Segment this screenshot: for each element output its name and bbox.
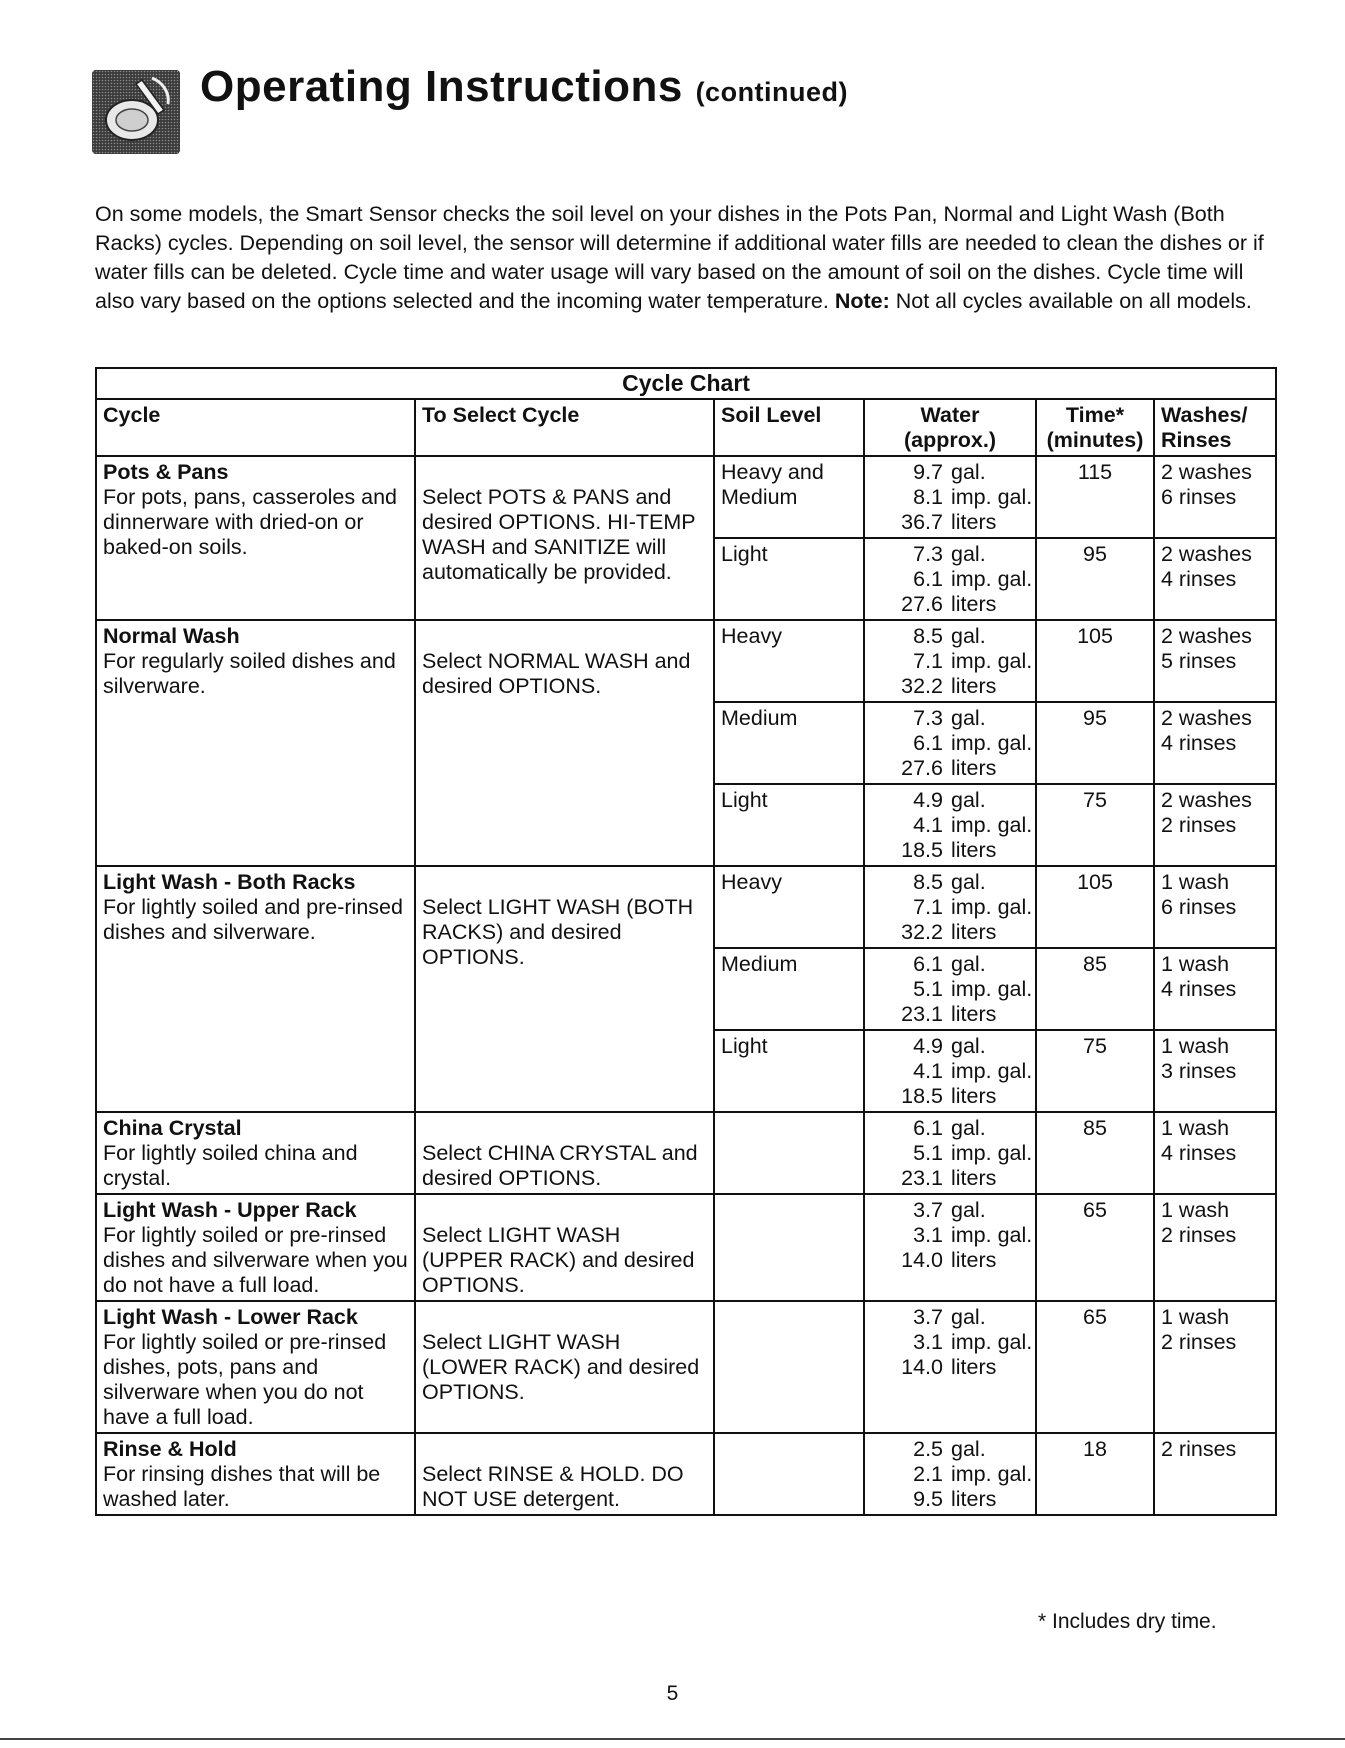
water-imp-value: 3.1 (913, 1223, 943, 1247)
water-gal-line (895, 460, 1029, 485)
cycle-cell (96, 866, 415, 1112)
washes-rinses (1154, 784, 1276, 866)
cycle-time: 65 (1036, 1301, 1154, 1433)
water-liters-value: 9.5 (913, 1487, 943, 1511)
water-imp-unit: imp. gal. (951, 1462, 1033, 1486)
water-liters-line (895, 756, 1029, 781)
table-row (96, 1301, 1276, 1433)
water-liters-line (895, 1487, 1029, 1512)
water-liters-line (895, 1084, 1029, 1109)
water-imp-line (895, 731, 1033, 756)
cycle-description: For rinsing dishes that will be washed later. (103, 1462, 381, 1511)
rinses-count: 4 rinses (1161, 731, 1237, 755)
note-text: Not all cycles available on all models. (895, 289, 1252, 313)
soil-level: Medium (714, 948, 864, 1030)
page-number: 5 (666, 1682, 679, 1705)
header-water-line2: (approx.) (904, 428, 996, 452)
select-instructions: Select LIGHT WASH (BOTH RACKS) and desired OPTIONS. (415, 866, 714, 1112)
cycle-name: Pots & Pans (103, 460, 229, 484)
rinses-count: 4 rinses (1161, 977, 1237, 1001)
washes-rinses (1154, 1194, 1276, 1301)
water-liters-value: 27.6 (901, 756, 943, 780)
rinses-count: 3 rinses (1161, 1059, 1237, 1083)
header-time-line2: (minutes) (1046, 428, 1144, 452)
cycle-time: 95 (1036, 702, 1154, 784)
washes-count: 1 wash (1161, 1305, 1230, 1329)
water-gal-unit: gal. (951, 788, 986, 812)
water-imp-unit: imp. gal. (951, 977, 1033, 1001)
water-liters-value: 14.0 (901, 1248, 943, 1272)
washes-rinses (1154, 866, 1276, 948)
soil-level: Light (714, 538, 864, 620)
water-gal-line (895, 706, 1029, 731)
soil-level (714, 1433, 864, 1515)
intro-text: On some models, the Smart Sensor checks the soil level on your dishes in the Pots Pan, Normal and Light Wash (Both Racks) cycles. Depending on soil level, the sensor will determine if additional water fills are needed to clean the dishes or if water fills can be deleted. Cycle time and water usage will vary based on the amount of soil on the dishes. Cycle time will also vary based on the options selected and the incoming water temperature. (95, 202, 1264, 313)
water-gal-unit: gal. (951, 706, 986, 730)
cycle-description: For lightly soiled or pre-rinsed dishes and silverware when you do not have a full load. (103, 1223, 408, 1297)
water-usage (864, 1030, 1036, 1112)
cycle-description: For pots, pans, casseroles and dinnerware with dried-on or baked-on soils. (103, 485, 397, 559)
rinses-count: 6 rinses (1161, 485, 1237, 509)
water-imp-line (895, 813, 1033, 838)
washes-rinses (1154, 1301, 1276, 1433)
water-liters-value: 18.5 (901, 1084, 943, 1108)
water-liters-line (895, 838, 1029, 863)
table-caption: Cycle Chart (96, 368, 1276, 399)
cycle-description: For regularly soiled dishes and silverware. (103, 649, 396, 698)
water-usage (864, 1433, 1036, 1515)
cycle-description: For lightly soiled and pre-rinsed dishes and silverware. (103, 895, 403, 944)
rinses-count: 2 rinses (1161, 1330, 1237, 1354)
page-title (200, 62, 848, 112)
water-gal-line (895, 542, 1029, 567)
select-instructions: Select POTS & PANS and desired OPTIONS. HI-TEMP WASH and SANITIZE will automatically be provided. (415, 456, 714, 620)
title-main: Operating Instructions (200, 62, 683, 111)
cycle-cell (96, 456, 415, 620)
soil-level: Heavy (714, 620, 864, 702)
cycle-time: 75 (1036, 1030, 1154, 1112)
water-gal-line (895, 1034, 1029, 1059)
soil-level: Heavy (714, 866, 864, 948)
water-usage (864, 1112, 1036, 1194)
water-imp-value: 6.1 (913, 567, 943, 591)
water-imp-unit: imp. gal. (951, 1059, 1033, 1083)
water-liters-value: 32.2 (901, 674, 943, 698)
water-gal-value: 8.5 (913, 870, 943, 894)
washes-rinses (1154, 948, 1276, 1030)
rinses-count: 4 rinses (1161, 1141, 1237, 1165)
water-imp-line (895, 1059, 1033, 1084)
cycle-name: Light Wash - Both Racks (103, 870, 356, 894)
water-liters-unit: liters (951, 756, 997, 780)
header-time (1036, 399, 1154, 456)
water-liters-line (895, 1355, 1029, 1380)
note-label: Note: (834, 289, 890, 313)
rinses-count: 2 rinses (1161, 1437, 1237, 1461)
water-liters-value: 36.7 (901, 510, 943, 534)
water-liters-unit: liters (951, 592, 997, 616)
water-imp-value: 8.1 (913, 485, 943, 509)
washes-count: 2 washes (1161, 460, 1252, 484)
water-liters-line (895, 674, 1029, 699)
washes-count: 1 wash (1161, 1034, 1230, 1058)
water-usage (864, 948, 1036, 1030)
water-gal-unit: gal. (951, 542, 986, 566)
water-gal-value: 7.3 (913, 706, 943, 730)
water-gal-line (895, 1437, 1029, 1462)
rinses-count: 5 rinses (1161, 649, 1237, 673)
water-gal-value: 7.3 (913, 542, 943, 566)
water-liters-value: 23.1 (901, 1002, 943, 1026)
water-gal-value: 6.1 (913, 952, 943, 976)
water-gal-value: 3.7 (913, 1305, 943, 1329)
water-gal-line (895, 1198, 1029, 1223)
water-gal-value: 8.5 (913, 624, 943, 648)
washes-count: 2 washes (1161, 542, 1252, 566)
bottom-rule (0, 1738, 1345, 1740)
washes-rinses (1154, 538, 1276, 620)
water-imp-value: 3.1 (913, 1330, 943, 1354)
table-row (96, 1194, 1276, 1301)
water-liters-value: 27.6 (901, 592, 943, 616)
water-gal-value: 6.1 (913, 1116, 943, 1140)
cycle-chart-table (95, 367, 1277, 1516)
header-water (864, 399, 1036, 456)
water-imp-unit: imp. gal. (951, 731, 1033, 755)
water-imp-unit: imp. gal. (951, 649, 1033, 673)
header-select: To Select Cycle (415, 399, 714, 456)
water-usage (864, 866, 1036, 948)
header-washes (1154, 399, 1276, 456)
intro-paragraph (95, 200, 1280, 316)
water-usage (864, 456, 1036, 538)
washes-rinses (1154, 456, 1276, 538)
header-soil: Soil Level (714, 399, 864, 456)
washes-count: 1 wash (1161, 870, 1230, 894)
water-liters-value: 23.1 (901, 1166, 943, 1190)
cycle-time: 95 (1036, 538, 1154, 620)
washes-count: 2 washes (1161, 624, 1252, 648)
water-gal-value: 4.9 (913, 788, 943, 812)
water-usage (864, 784, 1036, 866)
caption-row (96, 368, 1276, 399)
rinses-count: 4 rinses (1161, 567, 1237, 591)
water-imp-unit: imp. gal. (951, 567, 1033, 591)
washes-count: 2 washes (1161, 706, 1252, 730)
water-imp-line (895, 1330, 1033, 1355)
water-imp-value: 6.1 (913, 731, 943, 755)
cycle-time: 75 (1036, 784, 1154, 866)
cycle-description: For lightly soiled or pre-rinsed dishes, pots, pans and silverware when you do not have a full load. (103, 1330, 387, 1429)
cycle-time: 65 (1036, 1194, 1154, 1301)
water-gal-unit: gal. (951, 1305, 986, 1329)
rinses-count: 2 rinses (1161, 813, 1237, 837)
water-imp-line (895, 567, 1033, 592)
cycle-name: Rinse & Hold (103, 1437, 237, 1461)
soil-level (714, 1301, 864, 1433)
water-gal-line (895, 870, 1029, 895)
water-liters-value: 18.5 (901, 838, 943, 862)
water-imp-line (895, 1462, 1033, 1487)
cycle-description: For lightly soiled china and crystal. (103, 1141, 358, 1190)
select-instructions: Select CHINA CRYSTAL and desired OPTIONS. (415, 1112, 714, 1194)
water-imp-value: 5.1 (913, 977, 943, 1001)
washes-count: 2 washes (1161, 788, 1252, 812)
water-gal-value: 4.9 (913, 1034, 943, 1058)
water-gal-line (895, 788, 1029, 813)
water-liters-value: 14.0 (901, 1355, 943, 1379)
washes-count: 1 wash (1161, 952, 1230, 976)
water-usage (864, 702, 1036, 784)
header-water-line1: Water (920, 403, 980, 427)
select-instructions: Select LIGHT WASH (UPPER RACK) and desired OPTIONS. (415, 1194, 714, 1301)
water-liters-unit: liters (951, 1355, 997, 1379)
cycle-time: 18 (1036, 1433, 1154, 1515)
cycle-cell (96, 620, 415, 866)
water-imp-unit: imp. gal. (951, 813, 1033, 837)
washes-rinses (1154, 1112, 1276, 1194)
soil-level: Light (714, 784, 864, 866)
water-imp-unit: imp. gal. (951, 485, 1033, 509)
water-gal-unit: gal. (951, 870, 986, 894)
water-imp-line (895, 485, 1033, 510)
water-liters-unit: liters (951, 510, 997, 534)
cycle-name: China Crystal (103, 1116, 242, 1140)
water-imp-unit: imp. gal. (951, 1141, 1033, 1165)
water-gal-line (895, 624, 1029, 649)
water-liters-unit: liters (951, 920, 997, 944)
water-imp-unit: imp. gal. (951, 1330, 1033, 1354)
washes-rinses (1154, 1030, 1276, 1112)
water-gal-unit: gal. (951, 952, 986, 976)
water-imp-value: 7.1 (913, 649, 943, 673)
table-row (96, 620, 1276, 702)
soil-level (714, 1112, 864, 1194)
water-imp-value: 4.1 (913, 813, 943, 837)
washes-rinses (1154, 620, 1276, 702)
water-liters-line (895, 920, 1029, 945)
water-liters-line (895, 1248, 1029, 1273)
washes-rinses (1154, 1433, 1276, 1515)
water-liters-line (895, 1166, 1029, 1191)
water-liters-unit: liters (951, 1487, 997, 1511)
select-instructions: Select RINSE & HOLD. DO NOT USE detergent. (415, 1433, 714, 1515)
water-usage (864, 1301, 1036, 1433)
water-gal-value: 9.7 (913, 460, 943, 484)
cycle-time: 85 (1036, 1112, 1154, 1194)
header-time-line1: Time* (1065, 403, 1125, 427)
water-imp-line (895, 1223, 1033, 1248)
soil-level: Heavy and Medium (714, 456, 864, 538)
water-liters-unit: liters (951, 1166, 997, 1190)
cycle-time: 115 (1036, 456, 1154, 538)
soil-level (714, 1194, 864, 1301)
header-washes-line2: Rinses (1161, 428, 1232, 452)
water-imp-value: 4.1 (913, 1059, 943, 1083)
water-imp-unit: imp. gal. (951, 895, 1033, 919)
cycle-cell (96, 1433, 415, 1515)
water-gal-line (895, 1305, 1029, 1330)
cycle-cell (96, 1194, 415, 1301)
water-gal-unit: gal. (951, 1198, 986, 1222)
water-gal-line (895, 1116, 1029, 1141)
rinses-count: 6 rinses (1161, 895, 1237, 919)
water-gal-line (895, 952, 1029, 977)
table-row (96, 456, 1276, 538)
water-gal-value: 2.5 (913, 1437, 943, 1461)
water-liters-unit: liters (951, 1084, 997, 1108)
water-gal-unit: gal. (951, 460, 986, 484)
select-instructions: Select NORMAL WASH and desired OPTIONS. (415, 620, 714, 866)
water-gal-unit: gal. (951, 624, 986, 648)
washes-count: 1 wash (1161, 1198, 1230, 1222)
water-gal-unit: gal. (951, 1116, 986, 1140)
header-cycle: Cycle (96, 399, 415, 456)
water-gal-unit: gal. (951, 1437, 986, 1461)
water-liters-unit: liters (951, 1248, 997, 1272)
washes-count: 1 wash (1161, 1116, 1230, 1140)
soil-level: Medium (714, 702, 864, 784)
water-imp-value: 2.1 (913, 1462, 943, 1486)
cycle-name: Light Wash - Lower Rack (103, 1305, 358, 1329)
header-washes-line1: Washes/ (1161, 403, 1248, 427)
water-gal-value: 3.7 (913, 1198, 943, 1222)
cycle-time: 105 (1036, 866, 1154, 948)
title-continued: (continued) (695, 77, 849, 107)
header-row (96, 399, 1276, 456)
washes-rinses (1154, 702, 1276, 784)
water-imp-value: 7.1 (913, 895, 943, 919)
water-liters-value: 32.2 (901, 920, 943, 944)
dishwasher-icon (92, 70, 180, 154)
water-liters-line (895, 1002, 1029, 1027)
rinses-count: 2 rinses (1161, 1223, 1237, 1247)
water-liters-unit: liters (951, 674, 997, 698)
table-row (96, 1433, 1276, 1515)
soil-level: Light (714, 1030, 864, 1112)
water-imp-unit: imp. gal. (951, 1223, 1033, 1247)
cycle-name: Normal Wash (103, 624, 240, 648)
water-usage (864, 1194, 1036, 1301)
water-liters-unit: liters (951, 838, 997, 862)
footnote: * Includes dry time. (1038, 1610, 1217, 1633)
water-usage (864, 620, 1036, 702)
water-imp-value: 5.1 (913, 1141, 943, 1165)
water-liters-line (895, 592, 1029, 617)
water-gal-unit: gal. (951, 1034, 986, 1058)
table-row (96, 866, 1276, 948)
cycle-time: 105 (1036, 620, 1154, 702)
water-imp-line (895, 649, 1033, 674)
water-liters-unit: liters (951, 1002, 997, 1026)
water-liters-line (895, 510, 1029, 535)
cycle-name: Light Wash - Upper Rack (103, 1198, 357, 1222)
water-usage (864, 538, 1036, 620)
water-imp-line (895, 977, 1033, 1002)
select-instructions: Select LIGHT WASH (LOWER RACK) and desired OPTIONS. (415, 1301, 714, 1433)
cycle-cell (96, 1301, 415, 1433)
water-imp-line (895, 895, 1033, 920)
cycle-cell (96, 1112, 415, 1194)
cycle-time: 85 (1036, 948, 1154, 1030)
table-row (96, 1112, 1276, 1194)
water-imp-line (895, 1141, 1033, 1166)
